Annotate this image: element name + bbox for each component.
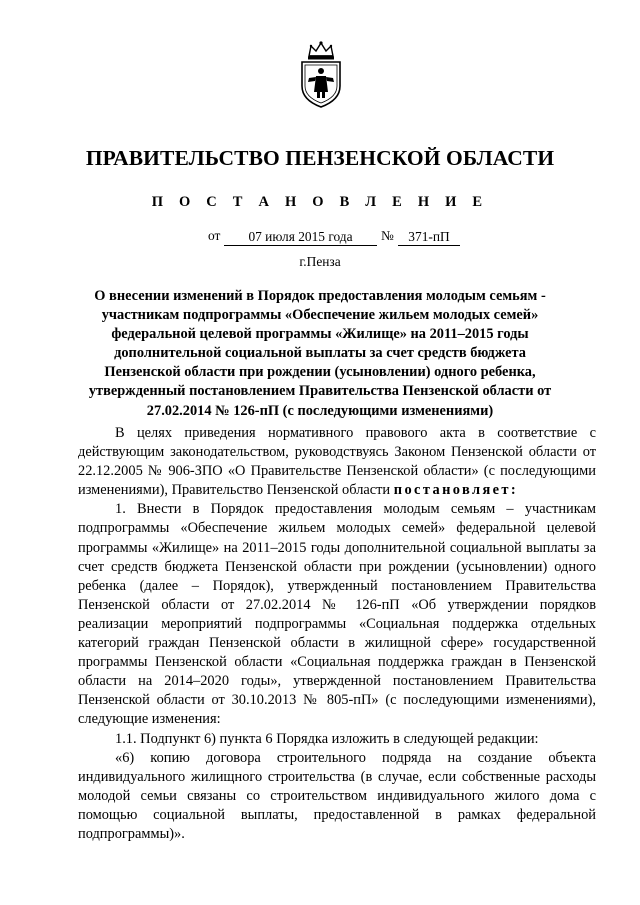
paragraph-1-1-text: «6) копию договора строительного подряда на создание объекта индивидуального жилищного строительства (в случае, если собственные расходы молодой семьи связаны со строительством индивидуального жилого дома с помощью социальной выплаты, предоставленной в рамках федеральной подпрограммы)». [78, 749, 596, 842]
decree-word: постановляет: [393, 482, 519, 499]
date-line [0, 228, 640, 248]
paragraph-1: 1. Внести в Порядок предоставления молодым семьям – участникам подпрограммы «Обеспечение жильем молодых семей» федеральной целевой программы «Жилище» на 2011–2015 годы дополнительной социальной выплаты за счет средств бюджета Пензенской области при рождении (усыновлении) одного ребенка (далее – Порядок), утвержденный постановлением Правительства Пензенской области от 27.02.2014 № 126-пП «Об утверждении порядков реализации мероприятий подпрограммы «Социальная поддержка отдельных категорий граждан Пензенской области в жилищной сфере» государственной программы Пензенской области «Социальная поддержка граждан в Пензенской области на 2014–2020 годы», утвержденной постановлением Правительства Пензенской области от 30.10.2013 № 805-пП» (с последующими изменениями), следующие изменения: [78, 501, 596, 728]
paragraph-1-1: 1.1. Подпункт 6) пункта 6 Порядка изложить в следующей редакции: [115, 730, 539, 747]
document-body [78, 424, 596, 844]
doc-type: П О С Т А Н О В Л Е Н И Е [151, 194, 489, 210]
document-number: 371-пП [398, 228, 460, 246]
penza-coat-of-arms-icon [295, 40, 347, 110]
intro-text: В целях приведения нормативного правового акта в соответствие с действующим законодательством, руководствуясь Законом Пензенской области от 22.12.2005 № 906-ЗПО «О Правительстве Пензенской области» (с последующими изменениями), Правительство Пензенской области [78, 425, 596, 499]
document-subject: О внесении изменений в Порядок предоставления молодым семьям - участникам подпрограммы «Обеспечение жильем молодых семей» федеральной целевой программы «Жилище» на 2011–2015 годы дополнительной социальной выплаты за счет средств бюджета Пензенской области при рождении (усыновлении) одного ребенка, утвержденный постановлением Правительства Пензенской области от 27.02.2014 № 126-пП (с последующими изменениями) [88, 288, 552, 419]
org-title: ПРАВИТЕЛЬСТВО ПЕНЗЕНСКОЙ ОБЛАСТИ [85, 146, 555, 170]
city: г.Пенза [299, 254, 341, 269]
document-date: 07 июля 2015 года [224, 228, 377, 246]
intro-paragraph [78, 424, 596, 500]
date-prefix: от [208, 228, 221, 243]
number-sign: № [381, 228, 394, 243]
